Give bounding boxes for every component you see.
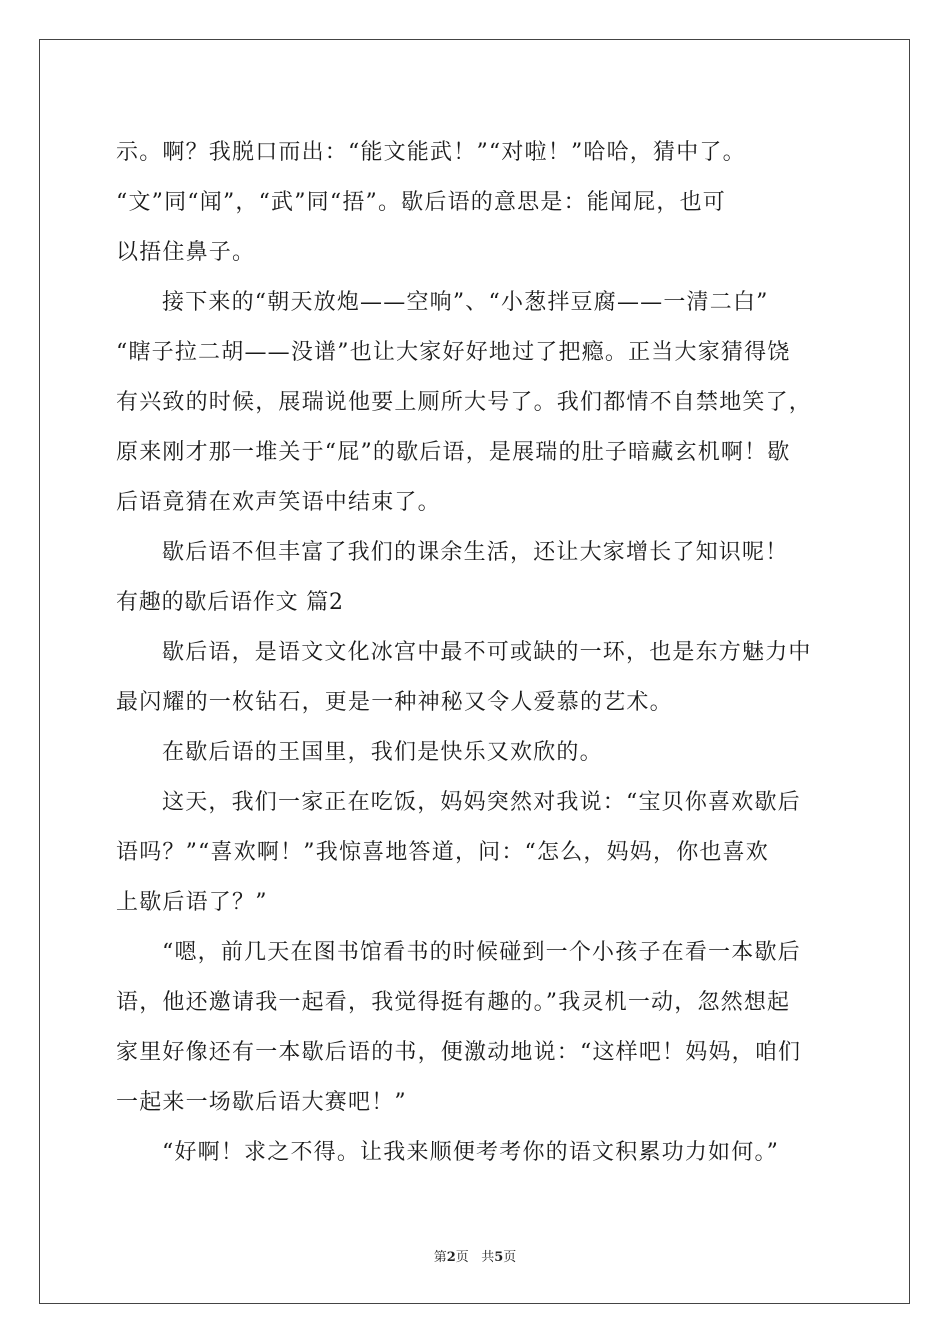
text-line: “文”同“闻”，“武”同“捂”。歇后语的意思是：能闻屁，也可 <box>116 190 726 215</box>
page-total: 5 <box>494 1250 504 1265</box>
total-suffix: 页 <box>503 1250 517 1265</box>
text-line: “嗯，前几天在图书馆看书的时候碰到一个小孩子在看一本歇后 <box>162 940 801 965</box>
text-line: 上歇后语了？” <box>116 890 268 915</box>
text-line: 在歇后语的王国里，我们是快乐又欢欣的。 <box>162 740 603 765</box>
text-line: “好啊！求之不得。让我来顺便考考你的语文积累功力如何。” <box>162 1140 780 1165</box>
text-line: 歇后语，是语文文化冰宫中最不可或缺的一环，也是东方魅力中 <box>162 640 812 665</box>
text-line: 以捂住鼻子。 <box>116 240 256 265</box>
text-line: 这天，我们一家正在吃饭，妈妈突然对我说：“宝贝你喜欢歇后 <box>162 790 801 815</box>
text-line: 示。啊？我脱口而出：“能文能武！”“对啦！”哈哈，猜中了。 <box>116 140 746 165</box>
page-prefix: 第 <box>433 1250 447 1265</box>
text-line: 接下来的“朝天放炮——空响”、“小葱拌豆腐——一清二白” <box>162 290 769 315</box>
page-suffix: 页 <box>455 1250 469 1265</box>
text-line: 最闪耀的一枚钻石，更是一种神秘又令人爱慕的艺术。 <box>116 690 673 715</box>
text-line: 家里好像还有一本歇后语的书，便激动地说：“这样吧！妈妈，咱们 <box>116 1040 802 1065</box>
text-line: 一起来一场歇后语大赛吧！” <box>116 1090 407 1115</box>
text-line: “瞎子拉二胡——没谱”也让大家好好地过了把瘾。正当大家猜得饶 <box>116 340 791 365</box>
total-prefix: 共 <box>481 1250 495 1265</box>
text-line: 语，他还邀请我一起看，我觉得挺有趣的。”我灵机一动，忽然想起 <box>116 990 791 1015</box>
text-line: 后语竟猜在欢声笑语中结束了。 <box>116 490 441 515</box>
text-line: 有兴致的时候，展瑞说他要上厕所大号了。我们都情不自禁地笑了， <box>116 390 813 415</box>
page-footer <box>0 1246 950 1265</box>
document-body <box>116 128 836 1178</box>
section-heading: 有趣的歇后语作文 篇2 <box>116 590 344 615</box>
page-current: 2 <box>446 1250 456 1265</box>
text-line: 原来刚才那一堆关于“屁”的歇后语，是展瑞的肚子暗藏玄机啊！歇 <box>116 440 791 465</box>
text-line: 语吗？”“喜欢啊！”我惊喜地答道，问：“怎么，妈妈，你也喜欢 <box>116 840 769 865</box>
text-line: 歇后语不但丰富了我们的课余生活，还让大家增长了知识呢！ <box>162 540 789 565</box>
